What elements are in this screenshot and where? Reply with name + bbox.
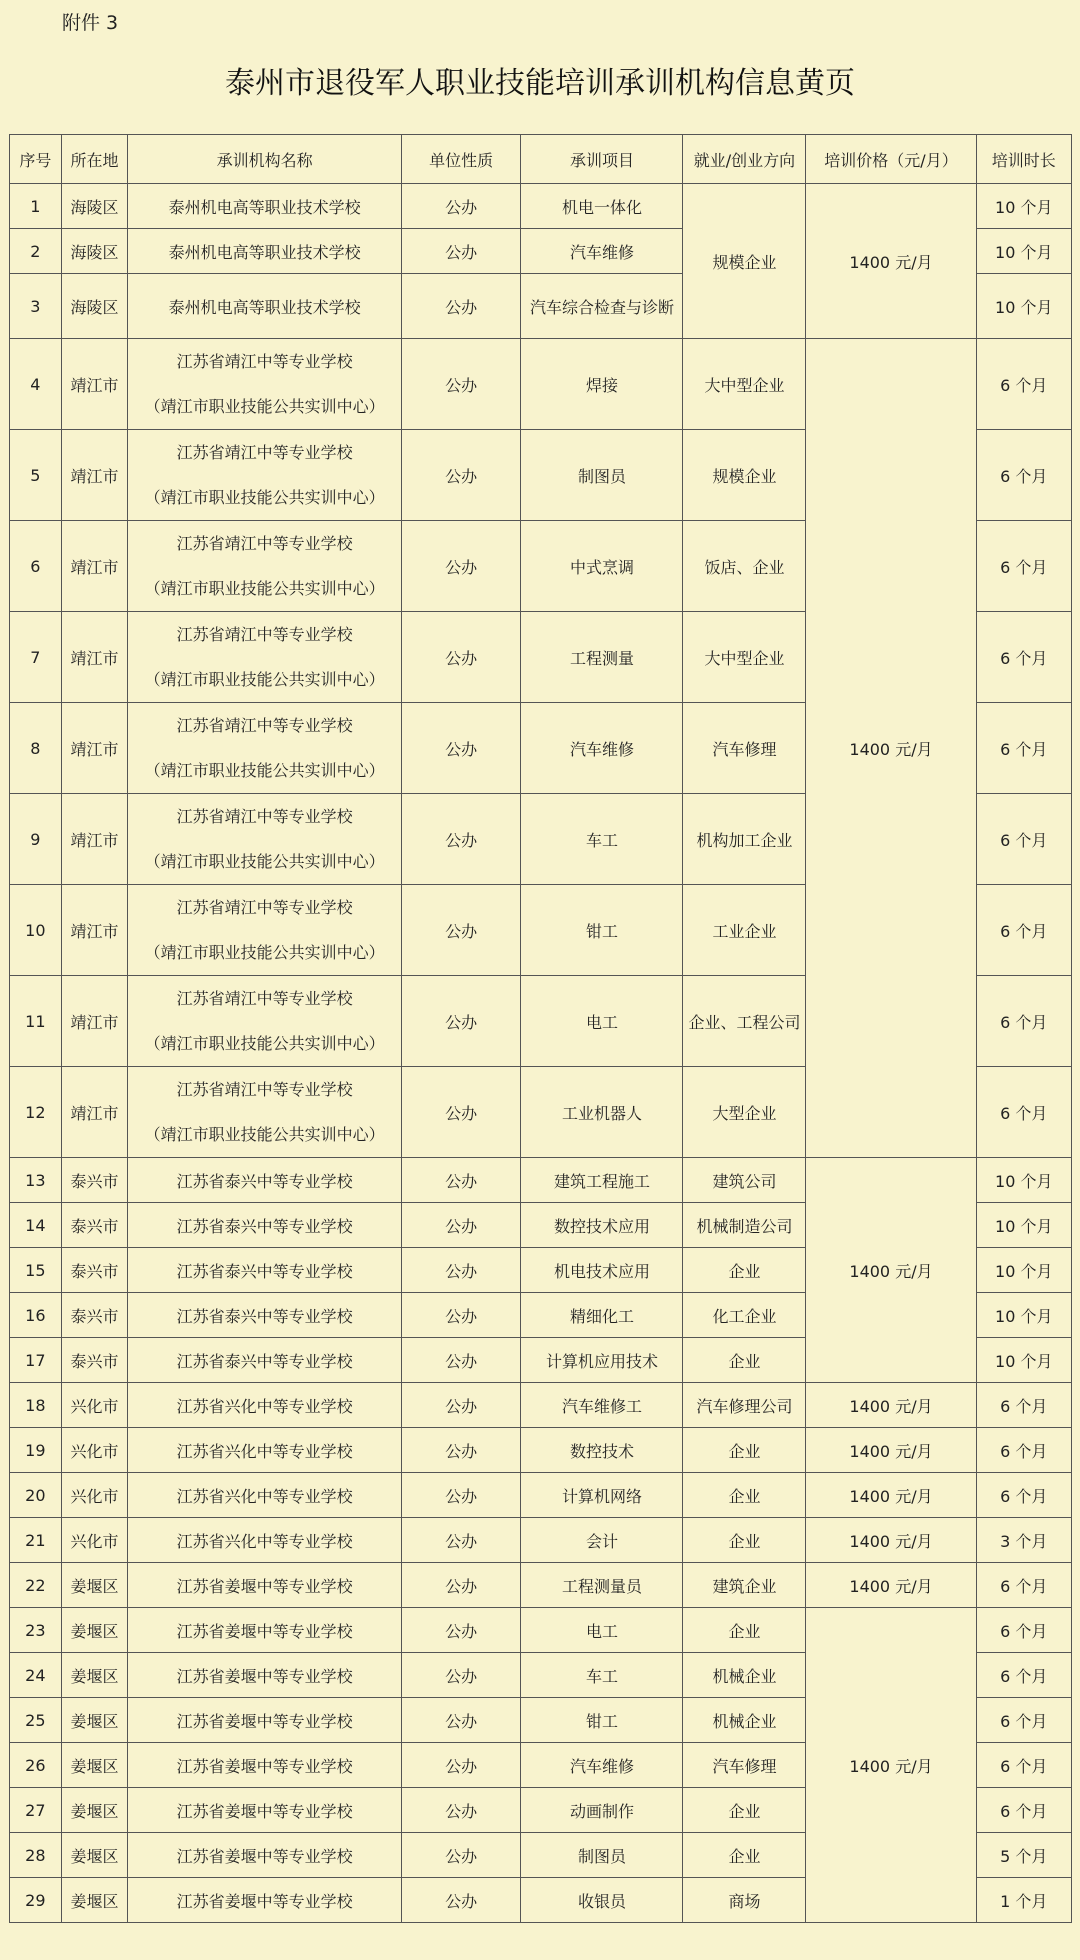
cell-project: 汽车维修 bbox=[521, 1743, 683, 1788]
cell-unit-type: 公办 bbox=[401, 1788, 521, 1833]
cell-location: 兴化市 bbox=[61, 1473, 128, 1518]
cell-project: 中式烹调 bbox=[521, 521, 683, 612]
cell-direction: 饭店、企业 bbox=[683, 521, 806, 612]
cell-institution: 泰州机电高等职业技术学校 bbox=[128, 274, 402, 339]
cell-direction: 企业 bbox=[683, 1788, 806, 1833]
cell-unit-type: 公办 bbox=[401, 274, 521, 339]
institution-line-2: （靖江市职业技能公共实训中心） bbox=[144, 670, 385, 689]
cell-no: 28 bbox=[10, 1833, 62, 1878]
cell-direction: 汽车修理 bbox=[683, 1743, 806, 1788]
cell-duration: 6 个月 bbox=[976, 1067, 1071, 1158]
cell-unit-type: 公办 bbox=[401, 1338, 521, 1383]
institution-line-1: 江苏省靖江中等专业学校 bbox=[176, 534, 353, 553]
cell-unit-type: 公办 bbox=[401, 229, 521, 274]
table-row bbox=[10, 1473, 1072, 1518]
page-title: 泰州市退役军人职业技能培训承训机构信息黄页 bbox=[225, 66, 855, 101]
cell-no: 29 bbox=[10, 1878, 62, 1923]
cell-unit-type: 公办 bbox=[401, 339, 521, 430]
cell-direction: 汽车修理公司 bbox=[683, 1383, 806, 1428]
cell-duration: 6 个月 bbox=[976, 1698, 1071, 1743]
cell-institution: 江苏省泰兴中等专业学校 bbox=[128, 1338, 402, 1383]
cell-institution: 江苏省姜堰中等专业学校 bbox=[128, 1653, 402, 1698]
cell-institution: 江苏省泰兴中等专业学校 bbox=[128, 1158, 402, 1203]
cell-project: 计算机应用技术 bbox=[521, 1338, 683, 1383]
cell-project: 制图员 bbox=[521, 430, 683, 521]
cell-location: 泰兴市 bbox=[61, 1158, 128, 1203]
cell-location: 靖江市 bbox=[61, 794, 128, 885]
cell-unit-type: 公办 bbox=[401, 885, 521, 976]
cell-price: 1400 元/月 bbox=[806, 1563, 976, 1608]
cell-price-merged: 1400 元/月 bbox=[806, 1158, 976, 1383]
institution-line-1: 江苏省靖江中等专业学校 bbox=[176, 807, 353, 826]
cell-institution: 江苏省兴化中等专业学校 bbox=[128, 1428, 402, 1473]
cell-duration: 6 个月 bbox=[976, 703, 1071, 794]
cell-price: 1400 元/月 bbox=[806, 1428, 976, 1473]
header-project: 承训项目 bbox=[521, 135, 683, 184]
cell-project: 工程测量 bbox=[521, 612, 683, 703]
cell-duration: 10 个月 bbox=[976, 1248, 1071, 1293]
cell-no: 13 bbox=[10, 1158, 62, 1203]
cell-project: 汽车维修 bbox=[521, 703, 683, 794]
cell-location: 泰兴市 bbox=[61, 1248, 128, 1293]
cell-project: 建筑工程施工 bbox=[521, 1158, 683, 1203]
cell-unit-type: 公办 bbox=[401, 1473, 521, 1518]
cell-duration: 6 个月 bbox=[976, 1473, 1071, 1518]
cell-direction: 工业企业 bbox=[683, 885, 806, 976]
cell-unit-type: 公办 bbox=[401, 976, 521, 1067]
institution-line-1: 江苏省靖江中等专业学校 bbox=[176, 989, 353, 1008]
cell-institution: 江苏省姜堰中等专业学校 bbox=[128, 1698, 402, 1743]
cell-no: 16 bbox=[10, 1293, 62, 1338]
cell-project: 电工 bbox=[521, 1608, 683, 1653]
cell-institution bbox=[128, 612, 402, 703]
cell-price-merged: 1400 元/月 bbox=[806, 339, 976, 1158]
cell-institution: 江苏省兴化中等专业学校 bbox=[128, 1383, 402, 1428]
cell-direction: 企业、工程公司 bbox=[683, 976, 806, 1067]
header-institution: 承训机构名称 bbox=[128, 135, 402, 184]
cell-project: 制图员 bbox=[521, 1833, 683, 1878]
cell-duration: 10 个月 bbox=[976, 184, 1071, 229]
cell-direction: 大中型企业 bbox=[683, 612, 806, 703]
institution-line-1: 江苏省靖江中等专业学校 bbox=[176, 443, 353, 462]
cell-price: 1400 元/月 bbox=[806, 1518, 976, 1563]
cell-project: 工程测量员 bbox=[521, 1563, 683, 1608]
institution-line-1: 江苏省靖江中等专业学校 bbox=[176, 898, 353, 917]
cell-project: 汽车综合检查与诊断 bbox=[521, 274, 683, 339]
cell-unit-type: 公办 bbox=[401, 521, 521, 612]
cell-unit-type: 公办 bbox=[401, 1293, 521, 1338]
cell-duration: 6 个月 bbox=[976, 794, 1071, 885]
cell-project: 汽车维修工 bbox=[521, 1383, 683, 1428]
cell-duration: 6 个月 bbox=[976, 976, 1071, 1067]
cell-duration: 3 个月 bbox=[976, 1518, 1071, 1563]
table-row bbox=[10, 1428, 1072, 1473]
cell-no: 20 bbox=[10, 1473, 62, 1518]
cell-location: 姜堰区 bbox=[61, 1653, 128, 1698]
cell-location: 靖江市 bbox=[61, 612, 128, 703]
cell-project: 机电一体化 bbox=[521, 184, 683, 229]
cell-direction: 大型企业 bbox=[683, 1067, 806, 1158]
cell-no: 1 bbox=[10, 184, 62, 229]
cell-no: 9 bbox=[10, 794, 62, 885]
table-row bbox=[10, 184, 1072, 229]
cell-no: 15 bbox=[10, 1248, 62, 1293]
institution-line-2: （靖江市职业技能公共实训中心） bbox=[144, 488, 385, 507]
cell-project: 焊接 bbox=[521, 339, 683, 430]
cell-no: 27 bbox=[10, 1788, 62, 1833]
cell-duration: 6 个月 bbox=[976, 1608, 1071, 1653]
cell-unit-type: 公办 bbox=[401, 1833, 521, 1878]
cell-unit-type: 公办 bbox=[401, 1563, 521, 1608]
cell-institution: 江苏省兴化中等专业学校 bbox=[128, 1473, 402, 1518]
cell-duration: 6 个月 bbox=[976, 1788, 1071, 1833]
cell-unit-type: 公办 bbox=[401, 794, 521, 885]
cell-no: 10 bbox=[10, 885, 62, 976]
cell-institution bbox=[128, 976, 402, 1067]
cell-institution: 江苏省泰兴中等专业学校 bbox=[128, 1248, 402, 1293]
cell-project: 工业机器人 bbox=[521, 1067, 683, 1158]
cell-unit-type: 公办 bbox=[401, 1383, 521, 1428]
cell-location: 姜堰区 bbox=[61, 1833, 128, 1878]
cell-project: 钳工 bbox=[521, 885, 683, 976]
cell-institution: 泰州机电高等职业技术学校 bbox=[128, 184, 402, 229]
institution-line-1: 江苏省靖江中等专业学校 bbox=[176, 625, 353, 644]
cell-direction: 机械企业 bbox=[683, 1653, 806, 1698]
cell-project: 车工 bbox=[521, 794, 683, 885]
cell-direction: 机构加工企业 bbox=[683, 794, 806, 885]
cell-direction: 建筑企业 bbox=[683, 1563, 806, 1608]
institution-line-2: （靖江市职业技能公共实训中心） bbox=[144, 761, 385, 780]
cell-no: 24 bbox=[10, 1653, 62, 1698]
cell-price-merged: 1400 元/月 bbox=[806, 184, 976, 339]
cell-direction: 规模企业 bbox=[683, 430, 806, 521]
cell-project: 钳工 bbox=[521, 1698, 683, 1743]
cell-direction: 建筑公司 bbox=[683, 1158, 806, 1203]
cell-direction: 企业 bbox=[683, 1608, 806, 1653]
cell-project: 数控技术应用 bbox=[521, 1203, 683, 1248]
cell-unit-type: 公办 bbox=[401, 1743, 521, 1788]
table-header-row bbox=[10, 135, 1072, 184]
cell-direction: 化工企业 bbox=[683, 1293, 806, 1338]
cell-project: 收银员 bbox=[521, 1878, 683, 1923]
cell-location: 靖江市 bbox=[61, 430, 128, 521]
cell-institution bbox=[128, 794, 402, 885]
cell-no: 26 bbox=[10, 1743, 62, 1788]
cell-institution: 江苏省姜堰中等专业学校 bbox=[128, 1563, 402, 1608]
cell-duration: 6 个月 bbox=[976, 430, 1071, 521]
cell-location: 泰兴市 bbox=[61, 1203, 128, 1248]
cell-duration: 10 个月 bbox=[976, 1158, 1071, 1203]
training-institution-table bbox=[9, 134, 1072, 1923]
cell-duration: 10 个月 bbox=[976, 274, 1071, 339]
cell-direction: 汽车修理 bbox=[683, 703, 806, 794]
cell-direction: 企业 bbox=[683, 1473, 806, 1518]
cell-institution bbox=[128, 339, 402, 430]
cell-project: 计算机网络 bbox=[521, 1473, 683, 1518]
cell-project: 动画制作 bbox=[521, 1788, 683, 1833]
cell-no: 7 bbox=[10, 612, 62, 703]
cell-location: 靖江市 bbox=[61, 521, 128, 612]
cell-institution: 泰州机电高等职业技术学校 bbox=[128, 229, 402, 274]
institution-line-2: （靖江市职业技能公共实训中心） bbox=[144, 852, 385, 871]
cell-institution: 江苏省姜堰中等专业学校 bbox=[128, 1833, 402, 1878]
cell-location: 海陵区 bbox=[61, 274, 128, 339]
cell-project: 电工 bbox=[521, 976, 683, 1067]
cell-duration: 10 个月 bbox=[976, 1203, 1071, 1248]
cell-direction: 机械企业 bbox=[683, 1698, 806, 1743]
institution-line-2: （靖江市职业技能公共实训中心） bbox=[144, 579, 385, 598]
cell-institution bbox=[128, 521, 402, 612]
cell-project: 数控技术 bbox=[521, 1428, 683, 1473]
header-direction: 就业/创业方向 bbox=[683, 135, 806, 184]
cell-no: 2 bbox=[10, 229, 62, 274]
institution-line-1: 江苏省靖江中等专业学校 bbox=[176, 716, 353, 735]
header-duration: 培训时长 bbox=[976, 135, 1071, 184]
cell-location: 靖江市 bbox=[61, 339, 128, 430]
cell-project: 机电技术应用 bbox=[521, 1248, 683, 1293]
cell-direction: 企业 bbox=[683, 1833, 806, 1878]
cell-institution: 江苏省兴化中等专业学校 bbox=[128, 1518, 402, 1563]
attachment-label: 附件 3 bbox=[62, 12, 119, 34]
cell-no: 19 bbox=[10, 1428, 62, 1473]
cell-no: 25 bbox=[10, 1698, 62, 1743]
cell-institution bbox=[128, 430, 402, 521]
cell-location: 兴化市 bbox=[61, 1383, 128, 1428]
cell-no: 8 bbox=[10, 703, 62, 794]
cell-institution bbox=[128, 703, 402, 794]
cell-unit-type: 公办 bbox=[401, 703, 521, 794]
header-location: 所在地 bbox=[61, 135, 128, 184]
cell-no: 17 bbox=[10, 1338, 62, 1383]
cell-unit-type: 公办 bbox=[401, 1248, 521, 1293]
cell-project: 会计 bbox=[521, 1518, 683, 1563]
cell-duration: 6 个月 bbox=[976, 885, 1071, 976]
cell-price: 1400 元/月 bbox=[806, 1383, 976, 1428]
institution-line-1: 江苏省靖江中等专业学校 bbox=[176, 352, 353, 371]
cell-project: 汽车维修 bbox=[521, 229, 683, 274]
cell-location: 靖江市 bbox=[61, 703, 128, 794]
cell-duration: 6 个月 bbox=[976, 1653, 1071, 1698]
table-row bbox=[10, 1518, 1072, 1563]
cell-duration: 10 个月 bbox=[976, 1338, 1071, 1383]
cell-institution: 江苏省姜堰中等专业学校 bbox=[128, 1788, 402, 1833]
cell-unit-type: 公办 bbox=[401, 1067, 521, 1158]
cell-duration: 1 个月 bbox=[976, 1878, 1071, 1923]
cell-no: 3 bbox=[10, 274, 62, 339]
cell-duration: 6 个月 bbox=[976, 1428, 1071, 1473]
cell-unit-type: 公办 bbox=[401, 1608, 521, 1653]
cell-unit-type: 公办 bbox=[401, 1878, 521, 1923]
cell-location: 海陵区 bbox=[61, 229, 128, 274]
table-row bbox=[10, 1563, 1072, 1608]
cell-direction-merged: 规模企业 bbox=[683, 184, 806, 339]
cell-duration: 6 个月 bbox=[976, 1383, 1071, 1428]
cell-location: 靖江市 bbox=[61, 976, 128, 1067]
cell-location: 泰兴市 bbox=[61, 1293, 128, 1338]
cell-institution: 江苏省姜堰中等专业学校 bbox=[128, 1608, 402, 1653]
cell-location: 姜堰区 bbox=[61, 1563, 128, 1608]
cell-unit-type: 公办 bbox=[401, 612, 521, 703]
institution-line-2: （靖江市职业技能公共实训中心） bbox=[144, 1034, 385, 1053]
cell-location: 泰兴市 bbox=[61, 1338, 128, 1383]
cell-direction: 企业 bbox=[683, 1248, 806, 1293]
cell-location: 兴化市 bbox=[61, 1518, 128, 1563]
cell-no: 21 bbox=[10, 1518, 62, 1563]
institution-line-2: （靖江市职业技能公共实训中心） bbox=[144, 1125, 385, 1144]
cell-location: 姜堰区 bbox=[61, 1878, 128, 1923]
cell-no: 14 bbox=[10, 1203, 62, 1248]
institution-line-1: 江苏省靖江中等专业学校 bbox=[176, 1080, 353, 1099]
cell-project: 精细化工 bbox=[521, 1293, 683, 1338]
cell-duration: 6 个月 bbox=[976, 1563, 1071, 1608]
cell-location: 姜堰区 bbox=[61, 1788, 128, 1833]
table-row bbox=[10, 339, 1072, 430]
cell-direction: 企业 bbox=[683, 1338, 806, 1383]
cell-institution bbox=[128, 1067, 402, 1158]
table-row bbox=[10, 1608, 1072, 1653]
cell-no: 12 bbox=[10, 1067, 62, 1158]
cell-institution: 江苏省泰兴中等专业学校 bbox=[128, 1203, 402, 1248]
cell-no: 23 bbox=[10, 1608, 62, 1653]
cell-institution: 江苏省泰兴中等专业学校 bbox=[128, 1293, 402, 1338]
cell-duration: 6 个月 bbox=[976, 612, 1071, 703]
header-unit-type: 单位性质 bbox=[401, 135, 521, 184]
cell-direction: 企业 bbox=[683, 1428, 806, 1473]
cell-institution bbox=[128, 885, 402, 976]
cell-duration: 10 个月 bbox=[976, 229, 1071, 274]
cell-location: 兴化市 bbox=[61, 1428, 128, 1473]
cell-unit-type: 公办 bbox=[401, 1698, 521, 1743]
cell-unit-type: 公办 bbox=[401, 1653, 521, 1698]
cell-unit-type: 公办 bbox=[401, 1203, 521, 1248]
cell-duration: 6 个月 bbox=[976, 521, 1071, 612]
header-price: 培训价格（元/月） bbox=[806, 135, 976, 184]
cell-price-merged: 1400 元/月 bbox=[806, 1608, 976, 1923]
cell-location: 海陵区 bbox=[61, 184, 128, 229]
cell-no: 11 bbox=[10, 976, 62, 1067]
cell-direction: 商场 bbox=[683, 1878, 806, 1923]
cell-duration: 10 个月 bbox=[976, 1293, 1071, 1338]
cell-duration: 6 个月 bbox=[976, 339, 1071, 430]
table-row bbox=[10, 1383, 1072, 1428]
cell-direction: 机械制造公司 bbox=[683, 1203, 806, 1248]
institution-line-2: （靖江市职业技能公共实训中心） bbox=[144, 943, 385, 962]
cell-no: 18 bbox=[10, 1383, 62, 1428]
cell-location: 姜堰区 bbox=[61, 1743, 128, 1788]
cell-no: 5 bbox=[10, 430, 62, 521]
cell-duration: 5 个月 bbox=[976, 1833, 1071, 1878]
cell-institution: 江苏省姜堰中等专业学校 bbox=[128, 1878, 402, 1923]
header-no: 序号 bbox=[10, 135, 62, 184]
institution-line-2: （靖江市职业技能公共实训中心） bbox=[144, 397, 385, 416]
cell-location: 靖江市 bbox=[61, 885, 128, 976]
cell-location: 姜堰区 bbox=[61, 1608, 128, 1653]
cell-unit-type: 公办 bbox=[401, 184, 521, 229]
cell-no: 4 bbox=[10, 339, 62, 430]
cell-location: 靖江市 bbox=[61, 1067, 128, 1158]
cell-location: 姜堰区 bbox=[61, 1698, 128, 1743]
table-row bbox=[10, 1158, 1072, 1203]
cell-price: 1400 元/月 bbox=[806, 1473, 976, 1518]
cell-unit-type: 公办 bbox=[401, 1428, 521, 1473]
cell-no: 22 bbox=[10, 1563, 62, 1608]
cell-unit-type: 公办 bbox=[401, 430, 521, 521]
cell-direction: 大中型企业 bbox=[683, 339, 806, 430]
cell-no: 6 bbox=[10, 521, 62, 612]
cell-duration: 6 个月 bbox=[976, 1743, 1071, 1788]
cell-unit-type: 公办 bbox=[401, 1518, 521, 1563]
cell-institution: 江苏省姜堰中等专业学校 bbox=[128, 1743, 402, 1788]
cell-direction: 企业 bbox=[683, 1518, 806, 1563]
cell-project: 车工 bbox=[521, 1653, 683, 1698]
cell-unit-type: 公办 bbox=[401, 1158, 521, 1203]
